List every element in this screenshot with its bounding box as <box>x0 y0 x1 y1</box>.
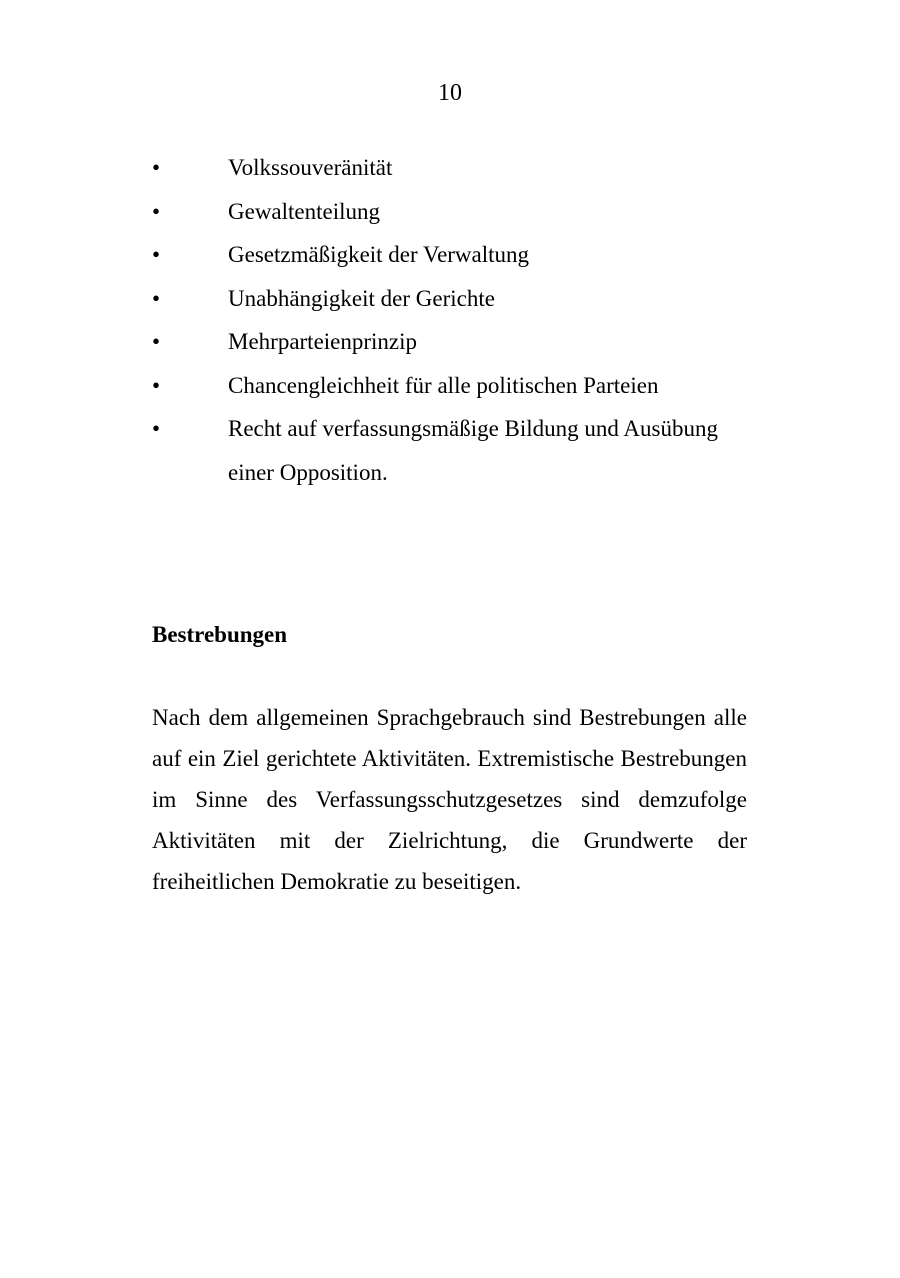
bullet-icon: • <box>152 198 161 224</box>
list-item <box>152 233 752 277</box>
principles-list <box>152 146 752 494</box>
section-heading: Bestrebungen <box>152 622 288 647</box>
bullet-icon: • <box>152 242 161 267</box>
list-item <box>152 320 752 364</box>
list-item <box>152 407 752 494</box>
bullet-icon: • <box>152 155 161 180</box>
page-number: 10 <box>438 80 462 106</box>
bullet-icon: • <box>152 285 161 311</box>
list-item-text: Volkssouveränität <box>228 155 393 180</box>
list-item <box>152 190 752 234</box>
list-item-text: Unabhängigkeit der Gerichte <box>228 285 495 311</box>
list-item-text: Gesetzmäßigkeit der Verwaltung <box>228 242 530 267</box>
list-item <box>152 146 752 190</box>
bullet-icon: • <box>152 372 161 398</box>
list-item <box>152 364 752 408</box>
bullet-icon: • <box>152 329 161 354</box>
list-item-text: Chancengleichheit für alle politischen Parteien <box>228 372 659 398</box>
list-item <box>152 277 752 321</box>
list-item-text: Mehrparteienprinzip <box>228 329 418 354</box>
body-paragraph: Nach dem allgemeinen Sprachgebrauch sind Bestrebungen alle auf ein Ziel gerichtete Aktivitäten. Extremistische Bestrebungen im Sinne des Verfassungsschutzgesetzes sind demzufolge Aktivitäten mit der Zielrichtung, die Grundwerte der freiheitlichen Demokratie zu beseitigen. <box>152 705 747 894</box>
list-item-text: Recht auf verfassungsmäßige Bildung und Ausübung einer Opposition. <box>228 416 718 485</box>
bullet-icon: • <box>152 416 161 441</box>
list-item-text: Gewaltenteilung <box>228 198 381 224</box>
